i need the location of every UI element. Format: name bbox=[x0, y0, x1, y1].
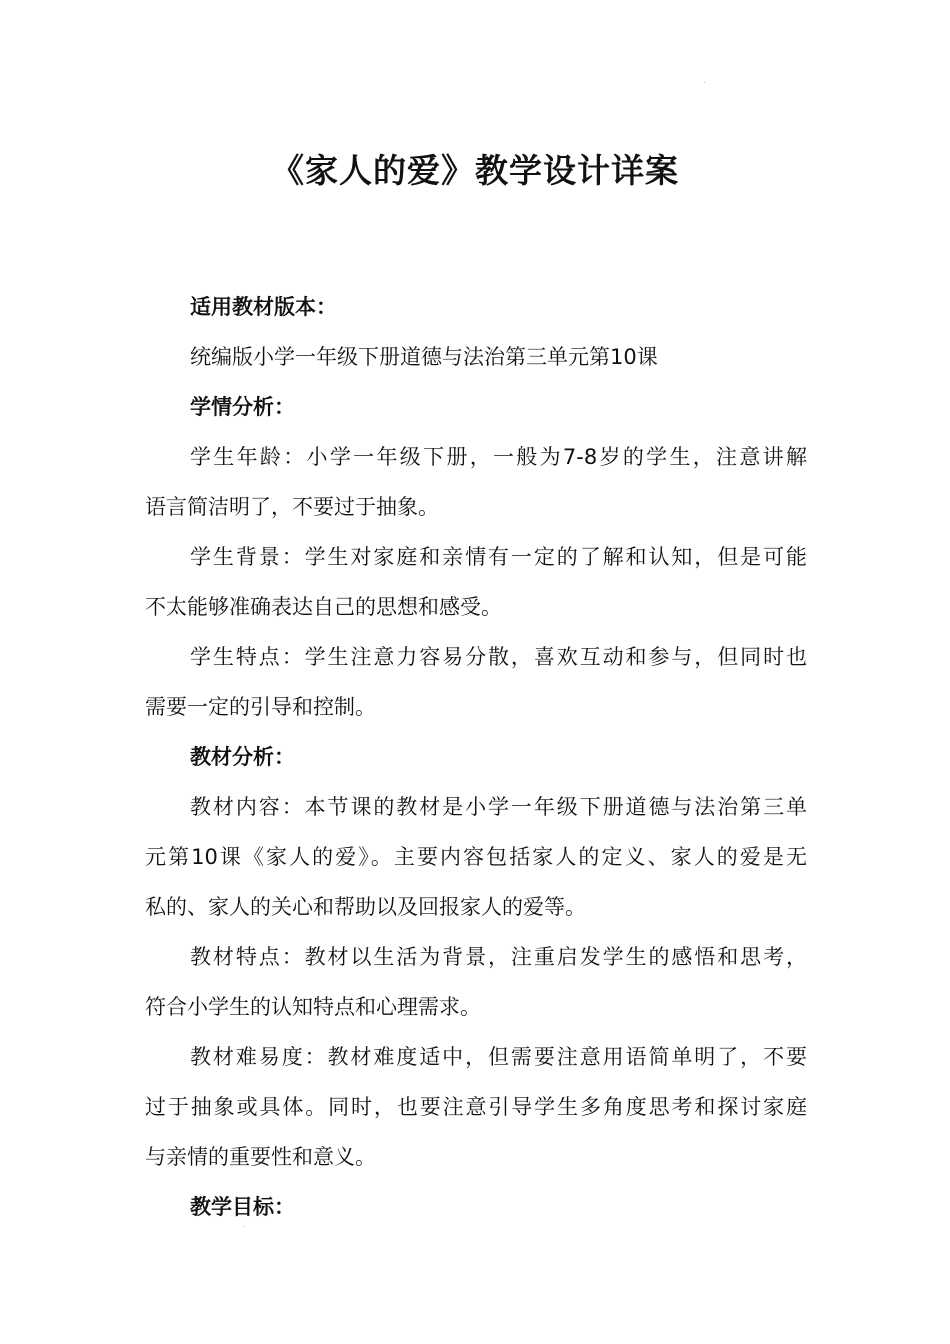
textbook-version-text: 统编版小学一年级下册道德与法治第三单元第10课 bbox=[190, 345, 658, 369]
paragraph-line: 符合小学生的认知特点和心理需求。 bbox=[145, 995, 481, 1019]
document-body bbox=[145, 282, 807, 1232]
paragraph-line: 与亲情的重要性和意义。 bbox=[145, 1145, 376, 1169]
paragraph-line: 语言简洁明了，不要过于抽象。 bbox=[145, 495, 439, 519]
scan-speck bbox=[704, 82, 705, 83]
section-heading-learner-analysis: 学情分析： bbox=[190, 395, 295, 419]
paragraph-line: 学生年龄：小学一年级下册，一般为7-8岁的学生，注意讲解 bbox=[190, 445, 807, 469]
scan-speck bbox=[243, 1226, 244, 1227]
section-heading-teaching-goals: 教学目标： bbox=[190, 1195, 295, 1219]
paragraph-line: 教材内容：本节课的教材是小学一年级下册道德与法治第三单 bbox=[190, 795, 807, 819]
paragraph-line: 需要一定的引导和控制。 bbox=[145, 695, 376, 719]
paragraph-line: 过于抽象或具体。同时，也要注意引导学生多角度思考和探讨家庭 bbox=[145, 1095, 807, 1119]
paragraph-line: 不太能够准确表达自己的思想和感受。 bbox=[145, 595, 502, 619]
paragraph-line: 元第10课《家人的爱》。主要内容包括家人的定义、家人的爱是无 bbox=[145, 845, 807, 869]
section-heading-textbook-analysis: 教材分析： bbox=[190, 745, 295, 769]
section-heading-textbook-version: 适用教材版本： bbox=[190, 295, 337, 319]
paragraph-line: 私的、家人的关心和帮助以及回报家人的爱等。 bbox=[145, 895, 586, 919]
paragraph-line: 教材特点：教材以生活为背景，注重启发学生的感悟和思考， bbox=[190, 945, 807, 969]
paragraph-line: 学生特点：学生注意力容易分散，喜欢互动和参与，但同时也 bbox=[190, 645, 807, 669]
paragraph-line: 学生背景：学生对家庭和亲情有一定的了解和认知，但是可能 bbox=[190, 545, 807, 569]
document-title: 《家人的爱》教学设计详案 bbox=[271, 151, 679, 190]
paragraph-line: 教材难易度：教材难度适中，但需要注意用语简单明了，不要 bbox=[190, 1045, 807, 1069]
